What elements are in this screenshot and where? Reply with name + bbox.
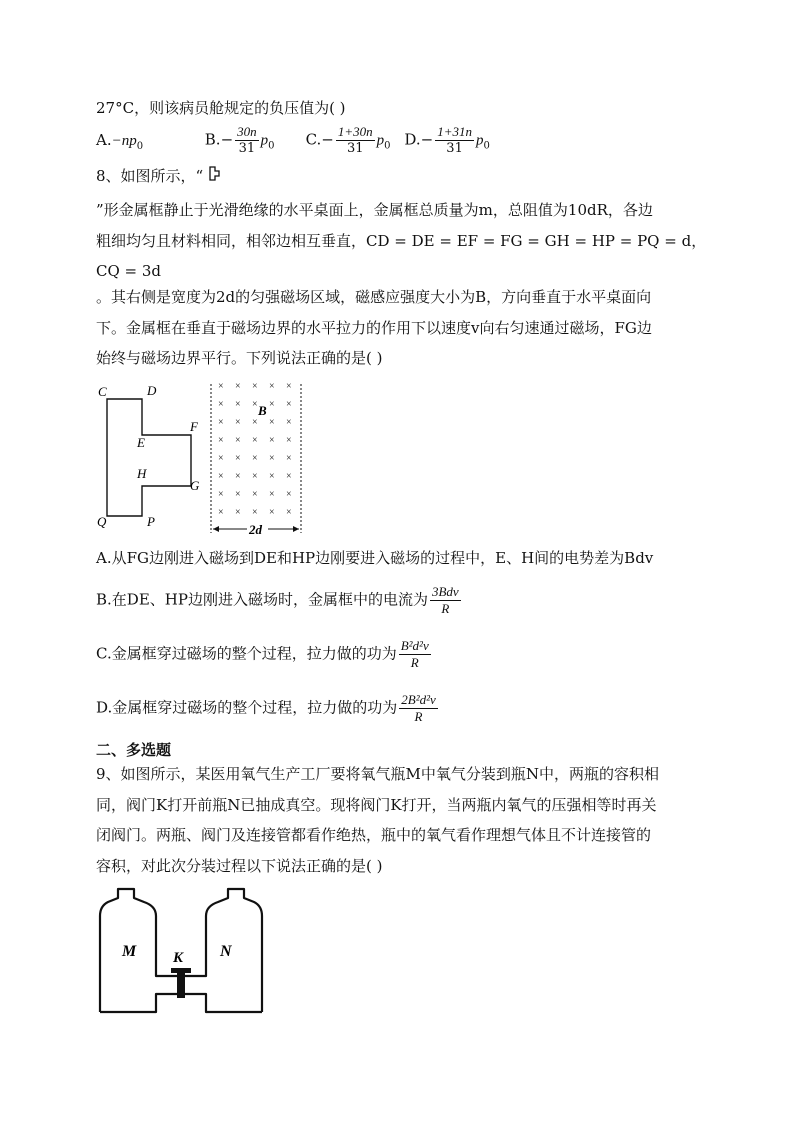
q7-option-d-label: D. [404, 130, 421, 149]
field-cross-mark: × [252, 435, 258, 446]
q8-option-c-text: C.金属框穿过磁场的整个过程，拉力做的功为 [96, 644, 397, 663]
q8-line6: 下。金属框在垂直于磁场边界的水平拉力的作用下以速度v向右匀速通过磁场，FG边 [96, 319, 652, 337]
field-cross-mark: × [286, 399, 292, 410]
field-cross-mark: × [218, 381, 224, 392]
q8-intro [96, 166, 224, 186]
q7-option-d-num: 1+31n [437, 124, 472, 139]
field-cross-mark: × [286, 435, 292, 446]
field-cross-mark: × [269, 471, 275, 482]
label-d: D [147, 383, 157, 398]
q9-line1: 9、如图所示，某医用氧气生产工厂要将氧气瓶M中氧气分装到瓶N中，两瓶的容积相 [96, 765, 660, 783]
field-cross-mark: × [235, 399, 241, 410]
q7-option-a [96, 130, 200, 157]
q8-option-b-den: R [441, 601, 450, 616]
q7-option-c-sub: 0 [384, 140, 391, 152]
field-cross-mark: × [269, 507, 275, 518]
field-cross-mark: × [286, 453, 292, 464]
q7-option-d-den: 31 [446, 141, 463, 156]
valve-k-handle [171, 968, 191, 973]
q9-line3: 闭阀门。两瓶、阀门及连接管都看作绝热，瓶中的氧气看作理想气体且不计连接管的 [96, 826, 652, 844]
t-shape-icon [208, 166, 224, 182]
q7-option-a-label: A. [96, 130, 112, 149]
q8-option-c [96, 638, 433, 671]
q7-tail: 27°C，则该病员舱规定的负压值为( ) [96, 99, 346, 117]
field-cross-mark: × [286, 471, 292, 482]
field-cross-mark: × [269, 489, 275, 500]
label-c: C [98, 384, 107, 399]
bottle-m [100, 889, 179, 1012]
field-cross-mark: × [286, 507, 292, 518]
field-cross-mark: × [218, 435, 224, 446]
q8-intro-text: 8、如图所示，“ [96, 167, 204, 185]
q7-option-d-sub: 0 [483, 140, 490, 152]
field-cross-mark: × [269, 417, 275, 428]
q9-line2: 同，阀门K打开前瓶N已抽成真空。现将阀门K打开，当两瓶内氧气的压强相等时再关 [96, 796, 657, 814]
label-k: K [173, 950, 184, 966]
q8-option-b-frac [430, 584, 461, 617]
q8-line2: ”形金属框静止于光滑绝缘的水平桌面上，金属框总质量为m，总阻值为10dR，各边 [96, 201, 653, 219]
field-cross-mark: × [218, 507, 224, 518]
q7-option-c-num: 1+30n [337, 124, 373, 139]
q8-option-a: A.从FG边刚进入磁场到DE和HP边刚要进入磁场的过程中，E、H间的电势差为Bdv [96, 549, 654, 567]
q7-option-c-frac [336, 124, 375, 157]
field-cross-mark: × [252, 381, 258, 392]
q7-option-c-den: 31 [346, 141, 364, 156]
q7-options [96, 124, 490, 157]
label-g: G [190, 478, 200, 493]
metal-frame [107, 399, 191, 516]
field-cross-mark: × [218, 399, 224, 410]
field-cross-mark: × [235, 453, 241, 464]
field-cross-mark: × [286, 489, 292, 500]
field-cross-mark: × [218, 489, 224, 500]
label-h: H [137, 466, 147, 481]
arrowhead-left-icon [213, 526, 219, 532]
field-cross-mark: × [235, 417, 241, 428]
field-cross-mark: × [252, 489, 258, 500]
q8-option-d-num: 2B²d²v [401, 692, 436, 707]
field-cross-mark: × [269, 399, 275, 410]
q8-option-d [96, 692, 440, 725]
q7-option-b-frac [235, 124, 259, 157]
label-width: 2d [249, 522, 262, 537]
q9-line4: 容积，对此次分装过程以下说法正确的是( ) [96, 857, 383, 875]
q8-option-c-den: R [410, 655, 419, 670]
q8-option-d-den: R [414, 709, 423, 724]
q8-option-c-num: B²d²v [400, 638, 429, 653]
q8-line7: 始终与磁场边界平行。下列说法正确的是( ) [96, 349, 383, 367]
field-cross-mark: × [235, 489, 241, 500]
q7-option-c-label: C. [305, 130, 322, 149]
q8-option-d-frac [399, 692, 438, 725]
q7-option-a-sub: 0 [136, 140, 144, 152]
q7-option-d-frac [435, 124, 474, 157]
q7-option-b-p: p [260, 132, 269, 149]
field-cross-mark: × [286, 417, 292, 428]
q7-option-c: C.− $\frac{1+30n}{31}$ $p_0$ [305, 124, 391, 156]
label-b: B [258, 403, 267, 418]
field-cross-mark: × [252, 417, 258, 428]
field-crosses [218, 381, 292, 518]
field-cross-mark: × [235, 507, 241, 518]
q7-option-b-label: B. [204, 130, 221, 149]
q8-option-b [96, 584, 463, 617]
q7-option-b-num: 30n [237, 124, 257, 139]
q8-line5: 。其右侧是宽度为2d的匀强磁场区域，磁感应强度大小为B，方向垂直于水平桌面向 [96, 288, 652, 306]
field-cross-mark: × [252, 471, 258, 482]
field-cross-mark: × [235, 435, 241, 446]
field-cross-mark: × [269, 435, 275, 446]
label-f: F [190, 419, 198, 434]
q7-option-b-sub: 0 [268, 140, 275, 152]
field-cross-mark: × [218, 453, 224, 464]
arrowhead-right-icon [293, 526, 299, 532]
q7-option-d: D.− $\frac{1+31n}{31}$ $p_0$ [404, 124, 490, 156]
field-cross-mark: × [218, 471, 224, 482]
q8-option-c-frac [399, 638, 431, 671]
q7-option-c-p: p [376, 132, 385, 149]
q7-option-b-den: 31 [238, 141, 256, 156]
section-heading: 二、多选题 [96, 741, 172, 759]
q8-option-d-text: D.金属框穿过磁场的整个过程，拉力做的功为 [96, 698, 398, 717]
field-cross-mark: × [286, 381, 292, 392]
field-cross-mark: × [252, 399, 258, 410]
q7-option-a-expr: −np [111, 132, 137, 149]
q8-option-b-text: B.在DE、HP边刚进入磁场时，金属框中的电流为 [96, 590, 428, 609]
field-cross-mark: × [269, 381, 275, 392]
field-cross-mark: × [252, 507, 258, 518]
field-cross-mark: × [218, 417, 224, 428]
q9-figure [96, 884, 268, 1018]
label-q: Q [97, 514, 107, 529]
field-cross-mark: × [235, 381, 241, 392]
q8-figure [92, 378, 312, 538]
q8-option-b-num: 3Bdv [431, 584, 459, 599]
field-cross-mark: × [252, 453, 258, 464]
label-p: P [147, 514, 155, 529]
label-m: M [122, 943, 137, 960]
q7-option-b: B.− $\frac{30n}{31}$ $p_0$ [204, 124, 275, 156]
q7-option-d-p: p [475, 132, 484, 149]
q8-line4: CQ = 3d [96, 262, 162, 280]
field-cross-mark: × [235, 471, 241, 482]
field-cross-mark: × [269, 453, 275, 464]
label-n: N [220, 943, 232, 960]
label-e: E [137, 435, 145, 450]
q8-line3: 粗细均匀且材料相同，相邻边相互垂直，CD = DE = EF = FG = GH = HP = PQ = d， [96, 232, 707, 250]
